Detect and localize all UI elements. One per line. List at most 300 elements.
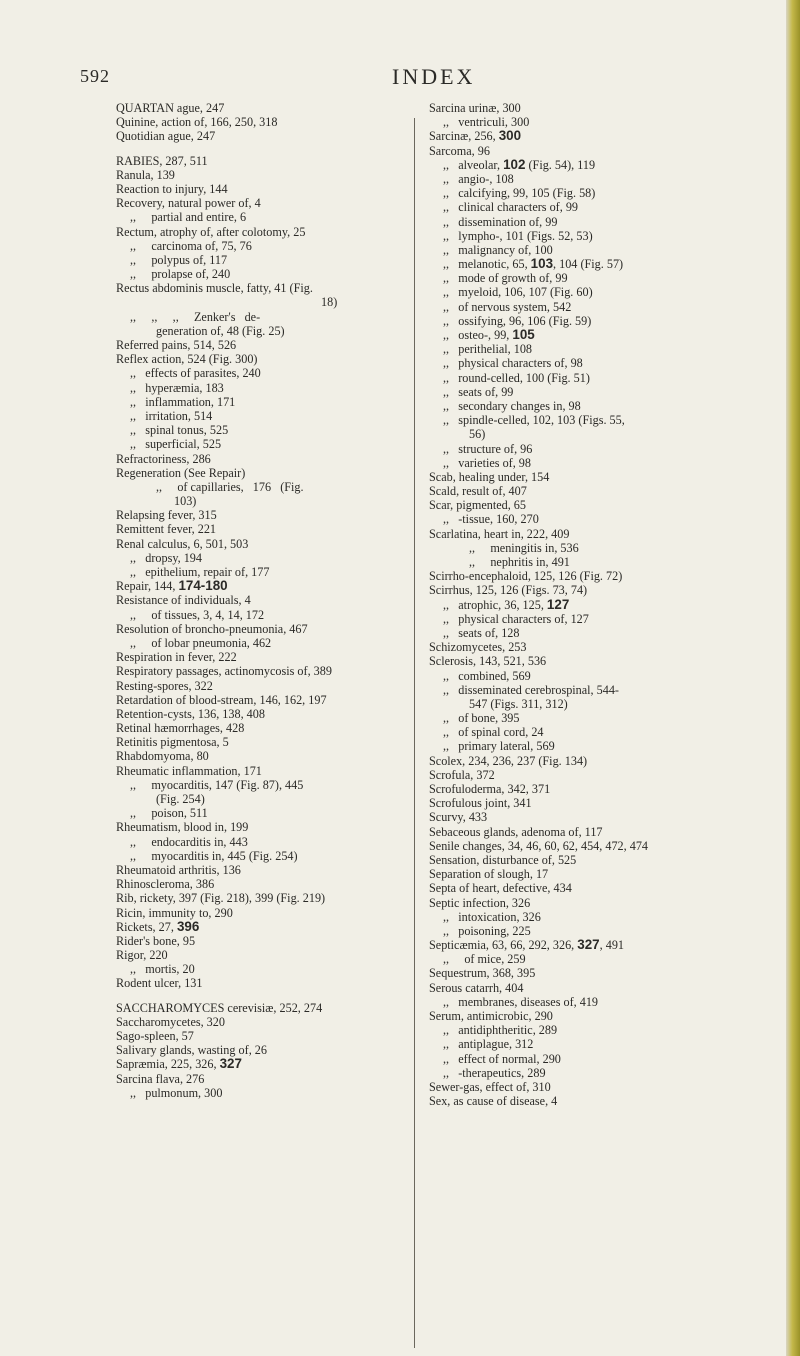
- entry-text: Schizomycetes, 253: [429, 640, 527, 655]
- entry-text: ,, superficial, 525: [130, 437, 222, 452]
- entry-text: Sarcinæ, 256,: [429, 129, 499, 144]
- index-entry: [429, 512, 781, 526]
- entry-text: 18): [321, 295, 338, 310]
- index-entry: [429, 427, 781, 441]
- index-entry: [429, 796, 781, 810]
- index-entry: [429, 1094, 781, 1108]
- index-entry: [116, 210, 456, 224]
- entry-text: Respiratory passages, actinomycosis of, 389: [116, 664, 332, 679]
- index-entry: [116, 1043, 456, 1057]
- entry-text: ,, membranes, diseases of, 419: [443, 994, 599, 1009]
- entry-text: (Fig. 254): [156, 792, 205, 806]
- entry-bold-page: 174-180: [178, 578, 228, 594]
- index-entry: [116, 115, 456, 129]
- entry-text: Ranula, 139: [116, 167, 175, 182]
- index-entry: [429, 640, 781, 654]
- index-entry: [429, 271, 781, 285]
- entry-text: ,, of lobar pneumonia, 462: [130, 635, 272, 650]
- index-entry: [429, 527, 781, 541]
- entry-text: ,, -tissue, 160, 270: [443, 512, 539, 527]
- entry-bold-page: 103: [530, 256, 554, 272]
- entry-text: ,, carcinoma of, 75, 76: [130, 238, 252, 253]
- index-entry: [429, 186, 781, 200]
- index-entry: [116, 281, 456, 295]
- entry-text: Referred pains, 514, 526: [116, 338, 237, 352]
- entry-text: Sarcina flava, 276: [116, 1071, 205, 1086]
- entry-text: Sarcina urinæ, 300: [429, 101, 521, 115]
- entry-text: Scurvy, 433: [429, 810, 488, 825]
- index-entry: [116, 608, 456, 622]
- index-entry: [116, 168, 456, 182]
- entry-text: Retardation of blood-stream, 146, 162, 197: [116, 692, 327, 707]
- entry-text: Rigor, 220: [116, 948, 168, 963]
- entry-text: ,, myeloid, 106, 107 (Fig. 60): [443, 285, 593, 300]
- index-entry: [429, 555, 781, 569]
- index-entry: [429, 995, 781, 1009]
- entry-text: ,, ,, ,, Zenker's de-: [130, 309, 261, 324]
- entry-text: Rheumatism, blood in, 199: [116, 820, 249, 835]
- entry-bold-page: 300: [498, 128, 522, 144]
- index-entry: [429, 356, 781, 370]
- entry-text: Reflex action, 524 (Fig. 300): [116, 352, 258, 367]
- entry-text: Saccharomycetes, 320: [116, 1014, 225, 1029]
- entry-text: Renal calculus, 6, 501, 503: [116, 536, 249, 551]
- page-header: [0, 66, 800, 96]
- entry-text: ,, antiplague, 312: [443, 1037, 534, 1052]
- index-entry: [429, 1080, 781, 1094]
- index-entry: [429, 144, 781, 158]
- index-entry: [116, 934, 456, 948]
- index-entry: [116, 480, 456, 494]
- entry-text: ,, endocarditis in, 443: [130, 834, 248, 849]
- index-entry: [116, 835, 456, 849]
- entry-text: Septicæmia, 63, 66, 292, 326,: [429, 938, 578, 953]
- entry-text: ,, of capillaries, 176 (Fig.: [156, 479, 304, 494]
- entry-text: ,, physical characters of, 127: [443, 611, 589, 626]
- index-entry: [116, 906, 456, 920]
- entry-text: Quotidian ague, 247: [116, 129, 216, 144]
- index-entry: [116, 537, 456, 551]
- entry-text: Septa of heart, defective, 434: [429, 881, 572, 896]
- index-entry: [429, 215, 781, 229]
- entry-text: Remittent fever, 221: [116, 522, 217, 537]
- entry-text: Scar, pigmented, 65: [429, 498, 526, 513]
- entry-text: Retention-cysts, 136, 138, 408: [116, 706, 265, 721]
- index-entry: [429, 484, 781, 498]
- entry-text: ,, mode of growth of, 99: [443, 271, 568, 286]
- entry-text: Retinal hæmorrhages, 428: [116, 721, 245, 736]
- index-entry: [429, 1009, 781, 1023]
- index-entry: [116, 239, 456, 253]
- entry-text: ,, partial and entire, 6: [130, 210, 247, 225]
- entry-text: Sarcoma, 96: [429, 143, 490, 158]
- index-entry: [116, 1086, 456, 1100]
- index-entry: [116, 806, 456, 820]
- index-entry: [429, 300, 781, 314]
- entry-text-after: , 104 (Fig. 57): [553, 257, 624, 272]
- entry-text: generation of, 48 (Fig. 25): [156, 323, 285, 338]
- index-entry: [116, 735, 456, 749]
- index-entry: [116, 267, 456, 281]
- entry-text: ,, ventriculi, 300: [443, 115, 530, 130]
- entry-text: Salivary glands, wasting of, 26: [116, 1043, 267, 1058]
- entry-text: Rickets, 27,: [116, 919, 177, 934]
- index-entry: [429, 853, 781, 867]
- index-entry: [429, 257, 781, 271]
- index-entry: [116, 764, 456, 778]
- entry-text: ,, irritation, 514: [130, 408, 213, 423]
- entry-text: ,, physical characters of, 98: [443, 356, 583, 371]
- index-entry: [429, 569, 781, 583]
- entry-text: Rhinoscleroma, 386: [116, 877, 215, 892]
- entry-text: Scab, healing under, 154: [429, 469, 550, 484]
- entry-text: Retinitis pigmentosa, 5: [116, 735, 229, 750]
- index-entry: [429, 711, 781, 725]
- entry-text: Scolex, 234, 236, 237 (Fig. 134): [429, 753, 588, 768]
- index-entry: [429, 910, 781, 924]
- index-entry: [116, 707, 456, 721]
- index-entry: [429, 583, 781, 597]
- entry-text: Rhabdomyoma, 80: [116, 749, 209, 764]
- entry-text: ,, of spinal cord, 24: [443, 725, 544, 740]
- index-entry: [429, 243, 781, 257]
- entry-text: ,, polypus of, 117: [130, 252, 228, 267]
- index-entry: [116, 920, 456, 934]
- entry-text: ,, pulmonum, 300: [130, 1085, 223, 1100]
- index-entry: [116, 522, 456, 536]
- entry-text: ,, alveolar,: [443, 157, 504, 172]
- index-entry: [116, 508, 456, 522]
- index-entry: [116, 423, 456, 437]
- entry-text: Rectus abdominis muscle, fatty, 41 (Fig.: [116, 281, 313, 296]
- index-entry: [116, 182, 456, 196]
- entry-text: Serous catarrh, 404: [429, 980, 524, 995]
- index-entry: [116, 1015, 456, 1029]
- entry-text: Sclerosis, 143, 521, 536: [429, 654, 547, 669]
- index-entry: [429, 867, 781, 881]
- entry-text: Rider's bone, 95: [116, 933, 196, 948]
- entry-text: ,, malignancy of, 100: [443, 242, 553, 257]
- entry-text: Sensation, disturbance of, 525: [429, 852, 577, 867]
- entry-text: Sebaceous glands, adenoma of, 117: [429, 824, 603, 839]
- index-entry: [116, 196, 456, 210]
- entry-text: ,, lympho-, 101 (Figs. 52, 53): [443, 228, 593, 243]
- index-entry: [429, 399, 781, 413]
- index-entry: [116, 324, 456, 338]
- index-entry: [116, 565, 456, 579]
- index-entry: [116, 962, 456, 976]
- index-entry: [429, 200, 781, 214]
- entry-text: Scald, result of, 407: [429, 484, 527, 499]
- index-entry: [429, 498, 781, 512]
- entry-text: Sapræmia, 225, 326,: [116, 1057, 220, 1072]
- index-entry: [429, 328, 781, 342]
- index-entry: [429, 1066, 781, 1080]
- index-entry: [116, 551, 456, 565]
- index-entry: [429, 413, 781, 427]
- entry-text: ,, angio-, 108: [443, 171, 514, 186]
- entry-text: ,, seats of, 99: [443, 384, 514, 399]
- entry-text: ,, poisoning, 225: [443, 923, 531, 938]
- index-entry: [429, 782, 781, 796]
- entry-text: 547 (Figs. 311, 312): [469, 696, 568, 711]
- index-entry: [116, 820, 456, 834]
- entry-text: ,, varieties of, 98: [443, 455, 531, 470]
- entry-text: ,, combined, 569: [443, 668, 531, 683]
- entry-bold-page: 105: [512, 327, 535, 342]
- index-entry: [116, 1029, 456, 1043]
- index-entry: [116, 101, 456, 115]
- index-entry: [429, 172, 781, 186]
- index-entry: [116, 622, 456, 636]
- index-entry: [429, 285, 781, 299]
- entry-text: Resistance of individuals, 4: [116, 593, 251, 608]
- entry-text: Sewer-gas, effect of, 310: [429, 1079, 551, 1094]
- entry-text: ,, meningitis in, 536: [469, 540, 579, 555]
- entry-bold-page: 102: [503, 156, 526, 172]
- index-entry: [116, 1057, 456, 1071]
- index-entry: [429, 810, 781, 824]
- entry-text: Repair, 144,: [116, 579, 179, 594]
- index-entry: [116, 409, 456, 423]
- index-entry: [116, 948, 456, 962]
- index-entry: [429, 598, 781, 612]
- index-entry: [429, 1052, 781, 1066]
- index-entry: [116, 721, 456, 735]
- entry-text: Scirrhus, 125, 126 (Figs. 73, 74): [429, 583, 588, 598]
- index-entry: [429, 314, 781, 328]
- index-entry: [116, 395, 456, 409]
- entry-text: Refractoriness, 286: [116, 451, 211, 466]
- entry-text: Regeneration (See Repair): [116, 465, 246, 480]
- entry-text-after: , 491: [599, 938, 624, 953]
- entry-text: Scrofuloderma, 342, 371: [429, 782, 551, 796]
- entry-text: ,, of bone, 395: [443, 711, 520, 726]
- entry-text: ,, spinal tonus, 525: [130, 423, 229, 438]
- index-entry: [429, 768, 781, 782]
- index-entry: [116, 778, 456, 792]
- entry-text: ,, disseminated cerebrospinal, 544-: [443, 682, 619, 697]
- index-entry: [429, 385, 781, 399]
- index-entry: [116, 650, 456, 664]
- index-entry: [116, 636, 456, 650]
- index-entry: [116, 792, 456, 806]
- entry-text: ,, calcifying, 99, 105 (Fig. 58): [443, 186, 596, 201]
- index-entry: [429, 825, 781, 839]
- entry-text: 56): [469, 427, 486, 442]
- index-entry: [116, 295, 456, 309]
- section-gap: [116, 144, 456, 154]
- index-entry: [116, 593, 456, 607]
- entry-text: ,, of tissues, 3, 4, 14, 172: [130, 607, 265, 622]
- entry-text: Relapsing fever, 315: [116, 508, 217, 523]
- entry-text: ,, poison, 511: [130, 806, 208, 821]
- entry-text: ,, round-celled, 100 (Fig. 51): [443, 370, 590, 385]
- entry-bold-page: 396: [176, 918, 200, 934]
- index-entry: [116, 664, 456, 678]
- entry-text: ,, nephritis in, 491: [469, 555, 570, 569]
- index-entry: [429, 470, 781, 484]
- entry-text: ,, intoxication, 326: [443, 909, 541, 924]
- index-entry: [429, 881, 781, 895]
- entry-bold-page: 327: [577, 937, 600, 953]
- index-entry: [429, 754, 781, 768]
- index-entry: [116, 849, 456, 863]
- entry-text: Rodent ulcer, 131: [116, 976, 203, 991]
- entry-text: ,, mortis, 20: [130, 962, 195, 977]
- index-entry: [429, 938, 781, 952]
- entry-text: Resolution of broncho-pneumonia, 467: [116, 621, 308, 636]
- entry-text: ,, myocarditis, 147 (Fig. 87), 445: [130, 777, 304, 792]
- entry-text: ,, seats of, 128: [443, 625, 520, 640]
- index-entry: [429, 924, 781, 938]
- entry-text: Separation of slough, 17: [429, 867, 549, 882]
- index-entry: [116, 976, 456, 990]
- running-title: INDEX: [392, 64, 476, 89]
- index-entry: [116, 437, 456, 451]
- column-divider: [414, 118, 415, 1348]
- index-entry: [429, 101, 781, 115]
- entry-text: ,, melanotic, 65,: [443, 257, 531, 272]
- index-entry: [429, 115, 781, 129]
- index-entry: [429, 229, 781, 243]
- index-entry: [429, 626, 781, 640]
- index-entry: [429, 697, 781, 711]
- index-entry: [429, 541, 781, 555]
- index-entry: [429, 442, 781, 456]
- entry-text: Scrofulous joint, 341: [429, 796, 532, 811]
- entry-text: ,, secondary changes in, 98: [443, 398, 581, 413]
- index-entry: [116, 579, 456, 593]
- entry-text: ,, osteo-, 99,: [443, 328, 513, 342]
- entry-text: Ricin, immunity to, 290: [116, 905, 233, 920]
- index-entry: [429, 1037, 781, 1051]
- index-entry: [116, 338, 456, 352]
- entry-text: Serum, antimicrobic, 290: [429, 1009, 553, 1023]
- entry-text: ,, prolapse of, 240: [130, 267, 231, 282]
- index-entry: [429, 129, 781, 143]
- entry-text: QUARTAN ague, 247: [116, 101, 225, 115]
- index-entry: [116, 253, 456, 267]
- index-entry: [116, 366, 456, 380]
- index-entry: [116, 693, 456, 707]
- left-column: [116, 101, 456, 1100]
- entry-text: ,, effect of normal, 290: [443, 1051, 561, 1066]
- index-entry: [429, 896, 781, 910]
- entry-text: 103): [174, 494, 197, 509]
- entry-text: ,, dissemination of, 99: [443, 214, 558, 229]
- index-entry: [429, 981, 781, 995]
- entry-text: ,, effects of parasites, 240: [130, 366, 261, 381]
- entry-text: ,, structure of, 96: [443, 441, 533, 456]
- index-entry: [116, 129, 456, 143]
- entry-text: ,, myocarditis in, 445 (Fig. 254): [130, 848, 298, 863]
- entry-text: Quinine, action of, 166, 250, 318: [116, 115, 278, 130]
- index-entry: [116, 154, 456, 168]
- entry-text: ,, of mice, 259: [443, 952, 526, 967]
- entry-text: Resting-spores, 322: [116, 678, 213, 693]
- entry-text: ,, antidiphtheritic, 289: [443, 1023, 558, 1038]
- entry-text: ,, perithelial, 108: [443, 342, 533, 357]
- index-entry: [429, 669, 781, 683]
- entry-bold-page: 127: [546, 596, 570, 612]
- entry-text: Scirrho-encephaloid, 125, 126 (Fig. 72): [429, 569, 623, 584]
- entry-text: SACCHAROMYCES cerevisiæ, 252, 274: [116, 1000, 323, 1015]
- index-entry: [116, 863, 456, 877]
- section-gap: [116, 991, 456, 1001]
- entry-text: Septic infection, 326: [429, 895, 531, 910]
- entry-text: Rib, rickety, 397 (Fig. 218), 399 (Fig. 219): [116, 891, 326, 906]
- entry-text: ,, atrophic, 36, 125,: [443, 597, 547, 612]
- index-entry: [429, 342, 781, 356]
- entry-text: ,, of nervous system, 542: [443, 299, 572, 314]
- index-entry: [429, 683, 781, 697]
- entry-text: RABIES, 287, 511: [116, 153, 208, 168]
- entry-text: ,, ossifying, 96, 106 (Fig. 59): [443, 313, 592, 328]
- entry-text: ,, -therapeutics, 289: [443, 1065, 546, 1080]
- entry-text: ,, clinical characters of, 99: [443, 200, 579, 215]
- entry-text: Sago-spleen, 57: [116, 1029, 194, 1043]
- index-entry: [116, 225, 456, 239]
- index-entry: [429, 654, 781, 668]
- index-entry: [116, 877, 456, 891]
- entry-bold-page: 327: [219, 1056, 242, 1072]
- index-entry: [116, 679, 456, 693]
- index-entry: [116, 310, 456, 324]
- index-entry: [116, 352, 456, 366]
- index-entry: [429, 612, 781, 626]
- index-entry: [429, 456, 781, 470]
- entry-text: ,, dropsy, 194: [130, 550, 202, 565]
- index-entry: [116, 452, 456, 466]
- page-number: 592: [80, 66, 110, 86]
- index-entry: [429, 739, 781, 753]
- index-entry: [429, 371, 781, 385]
- entry-text: Sequestrum, 368, 395: [429, 966, 536, 981]
- right-column: [429, 101, 781, 1108]
- entry-text: ,, hyperæmia, 183: [130, 380, 224, 395]
- entry-text: ,, inflammation, 171: [130, 394, 236, 409]
- index-entry: [116, 1001, 456, 1015]
- page-edge: [786, 0, 800, 1356]
- index-entry: [429, 839, 781, 853]
- index-entry: [429, 966, 781, 980]
- entry-text: Scarlatina, heart in, 222, 409: [429, 526, 570, 541]
- index-entry: [116, 749, 456, 763]
- index-entry: [429, 158, 781, 172]
- entry-text: Reaction to injury, 144: [116, 181, 228, 196]
- entry-text-after: (Fig. 54), 119: [525, 157, 596, 172]
- index-entry: [116, 891, 456, 905]
- entry-text: Rheumatoid arthritis, 136: [116, 862, 241, 877]
- index-entry: [116, 381, 456, 395]
- index-entry: [116, 1072, 456, 1086]
- entry-text: Senile changes, 34, 46, 60, 62, 454, 472, 474: [429, 838, 649, 853]
- entry-text: ,, epithelium, repair of, 177: [130, 565, 270, 579]
- entry-text: Sex, as cause of disease, 4: [429, 1094, 558, 1109]
- index-entry: [429, 725, 781, 739]
- index-entry: [429, 952, 781, 966]
- entry-text: Rheumatic inflammation, 171: [116, 763, 262, 778]
- entry-text: Recovery, natural power of, 4: [116, 196, 261, 211]
- index-entry: [429, 1023, 781, 1037]
- entry-text: Scrofula, 372: [429, 767, 495, 782]
- entry-text: ,, primary lateral, 569: [443, 739, 555, 754]
- entry-text: ,, spindle-celled, 102, 103 (Figs. 55,: [443, 413, 625, 428]
- index-entry: [116, 466, 456, 480]
- entry-text: Rectum, atrophy of, after colotomy, 25: [116, 224, 306, 239]
- index-entry: [116, 494, 456, 508]
